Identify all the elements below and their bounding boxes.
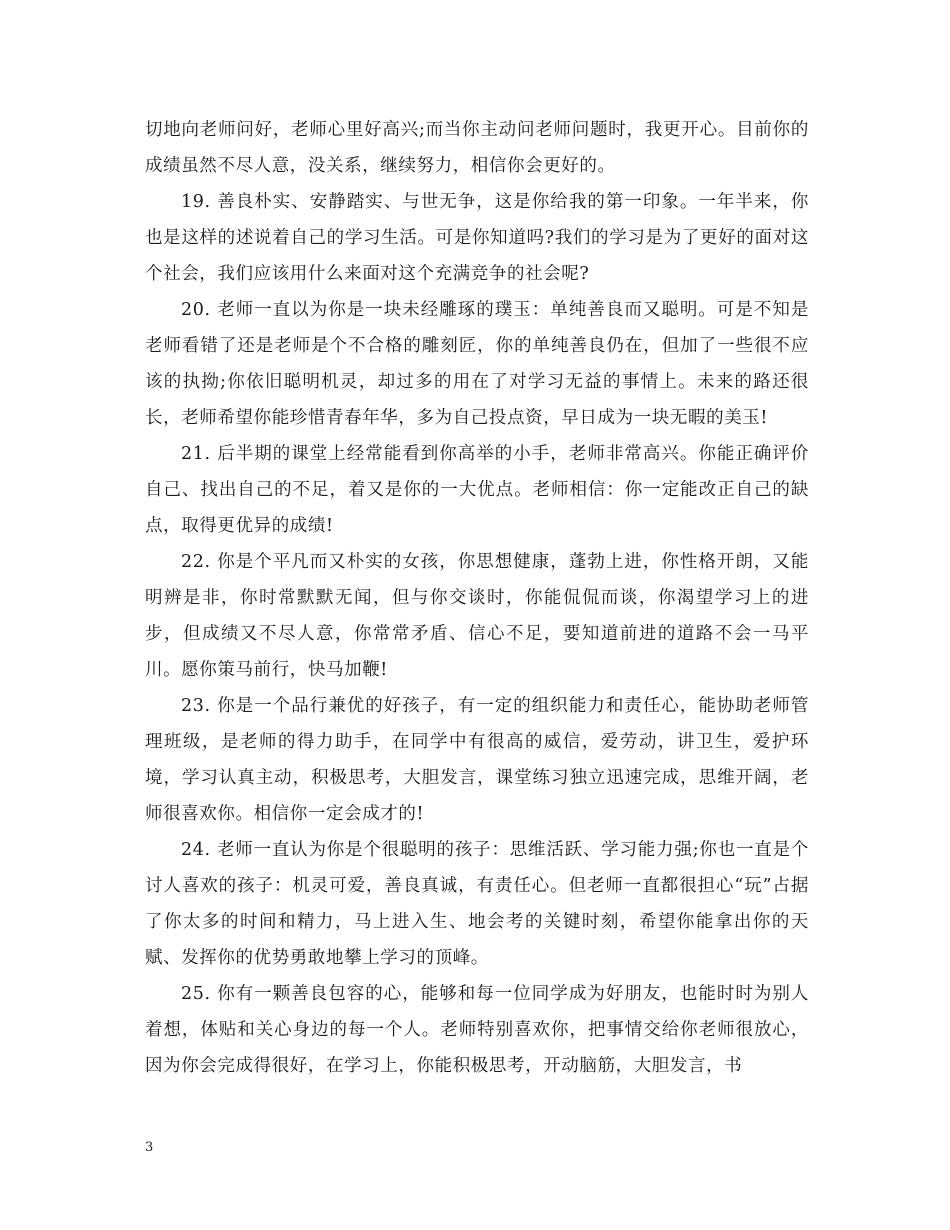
paragraph-25: 25. 你有一颗善良包容的心，能够和每一位同学成为好朋友，也能时时为别人着想，体贴和关心身边的每一个人。老师特别喜欢你，把事情交给你老师很放心，因为你会完成得很好，在学习上，你能积极思考，开动脑筋，大胆发言，书 (145, 984, 809, 1076)
paragraph-continuation: 切地向老师问好，老师心里好高兴;而当你主动问老师问题时，我更开心。目前你的成绩虽然不尽人意，没关系，继续努力，相信你会更好的。 (145, 120, 809, 176)
paragraph-19: 19. 善良朴实、安静踏实、与世无争，这是你给我的第一印象。一年半来，你也是这样的述说着自己的学习生活。可是你知道吗?我们的学习是为了更好的面对这个社会，我们应该用什么来面对这个充满竞争的社会呢? (145, 192, 809, 284)
document-body (145, 112, 809, 1084)
paragraph-22: 22. 你是个平凡而又朴实的女孩，你思想健康，蓬勃上进，你性格开朗，又能明辨是非，你时常默默无闻，但与你交谈时，你能侃侃而谈，你渴望学习上的进步，但成绩又不尽人意，你常常矛盾、信心不足，要知道前进的道路不会一马平川。愿你策马前行，快马加鞭! (145, 552, 809, 680)
paragraph-20: 20. 老师一直以为你是一块未经雕琢的璞玉：单纯善良而又聪明。可是不知是老师看错了还是老师是个不合格的雕刻匠，你的单纯善良仍在，但加了一些很不应该的执拗;你依旧聪明机灵，却过多的用在了对学习无益的事情上。未来的路还很长，老师希望你能珍惜青春年华，多为自己投点资，早日成为一块无暇的美玉! (145, 300, 809, 428)
paragraph-23: 23. 你是一个品行兼优的好孩子，有一定的组织能力和责任心，能协助老师管理班级，是老师的得力助手，在同学中有很高的威信，爱劳动，讲卫生，爱护环境，学习认真主动，积极思考，大胆发言，课堂练习独立迅速完成，思维开阔，老师很喜欢你。相信你一定会成才的! (145, 696, 809, 824)
paragraph-21: 21. 后半期的课堂上经常能看到你高举的小手，老师非常高兴。你能正确评价自己、找出自己的不足，着又是你的一大优点。老师相信：你一定能改正自己的缺点，取得更优异的成绩! (145, 444, 809, 536)
paragraph-24: 24. 老师一直认为你是个很聪明的孩子：思维活跃、学习能力强;你也一直是个讨人喜欢的孩子：机灵可爱，善良真诚，有责任心。但老师一直都很担心“玩”占据了你太多的时间和精力，马上进入生、地会考的关键时刻，希望你能拿出你的天赋、发挥你的优势勇敢地攀上学习的顶峰。 (145, 840, 809, 968)
page-number: 3 (145, 1140, 154, 1155)
